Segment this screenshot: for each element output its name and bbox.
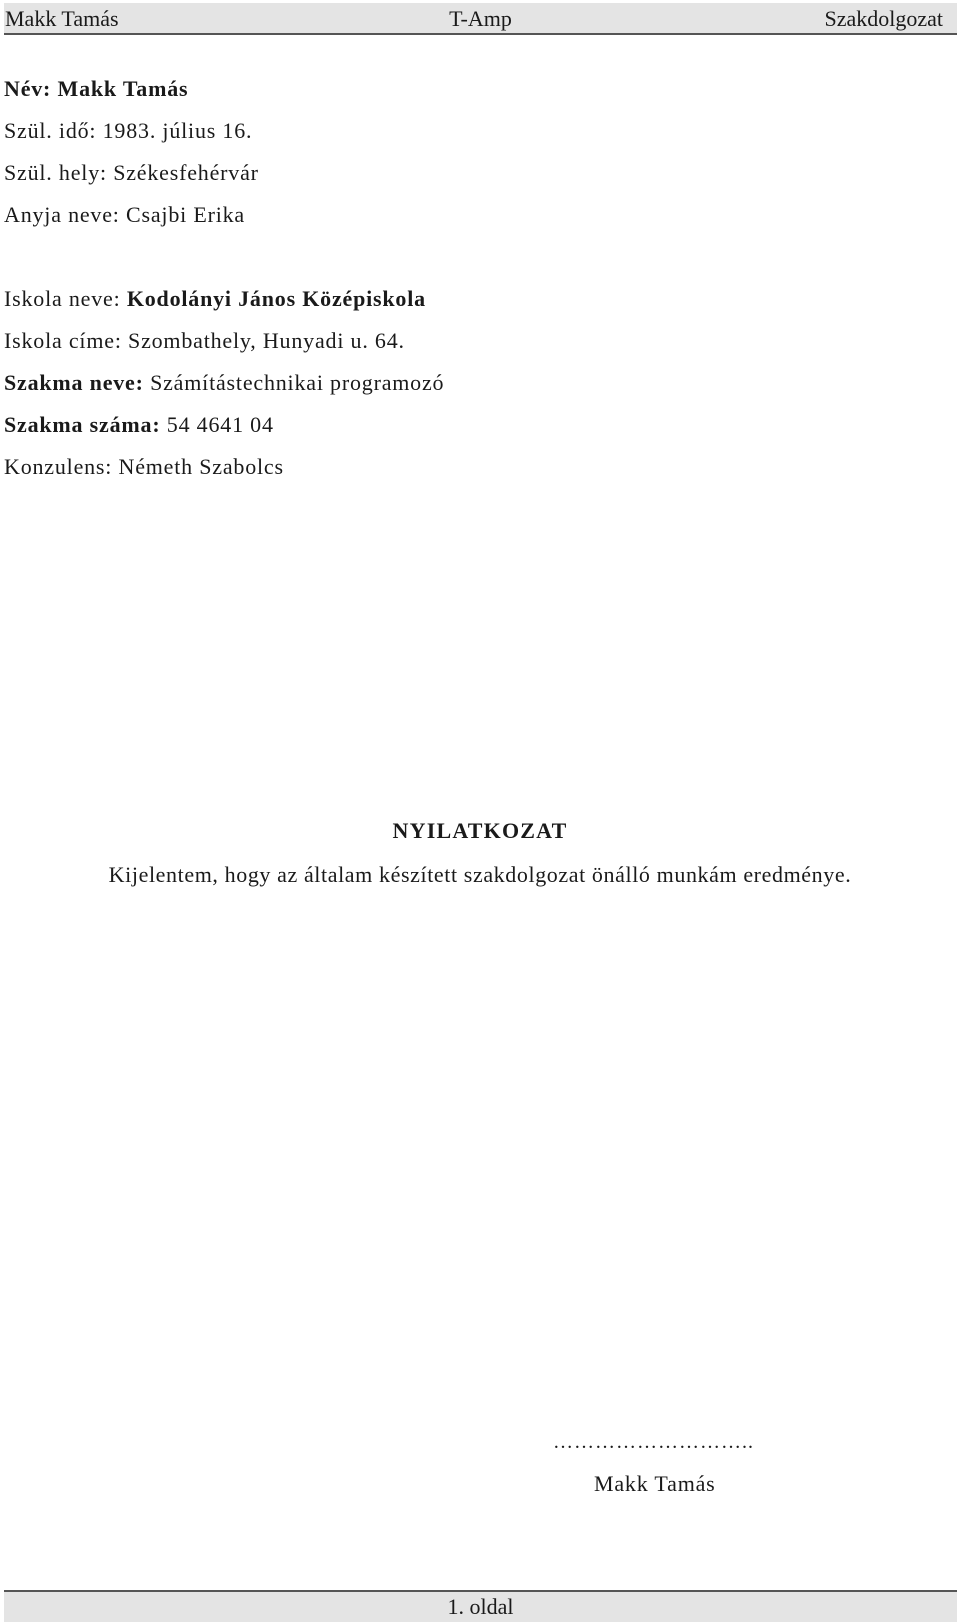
declaration-title: NYILATKOZAT: [392, 818, 568, 843]
page-footer: [4, 1590, 957, 1622]
birth-place: Szül. hely: Székesfehérvár: [4, 160, 259, 185]
name-value: Makk Tamás: [57, 76, 189, 101]
name-label: Név:: [4, 76, 52, 101]
school-name-line: [4, 284, 426, 314]
page-number: 1. oldal: [447, 1594, 514, 1619]
profession-number-value: 54 4641 04: [166, 412, 274, 437]
signature-line: ………………………..: [553, 1431, 754, 1453]
header-school: T-Amp: [449, 6, 512, 31]
page-header: [4, 3, 957, 35]
mother-name: Anyja neve: Csajbi Erika: [4, 202, 245, 227]
school-label: Iskola neve:: [4, 286, 121, 311]
school-address: Iskola címe: Szombathely, Hunyadi u. 64.: [4, 328, 405, 353]
birth-date: Szül. idő: 1983. július 16.: [4, 118, 253, 143]
signature-name: Makk Tamás: [594, 1471, 716, 1496]
header-doc-type: Szakdolgozat: [824, 6, 943, 31]
profession-number-line: [4, 410, 274, 440]
name-line: [4, 74, 188, 104]
profession-value: Számítástechnikai programozó: [150, 370, 445, 395]
header-author: Makk Tamás: [5, 6, 119, 31]
profession-number-label: Szakma száma:: [4, 412, 161, 437]
school-value: Kodolányi János Középiskola: [126, 286, 426, 311]
profession-line: [4, 368, 444, 398]
profession-label: Szakma neve:: [4, 370, 144, 395]
consultant: Konzulens: Németh Szabolcs: [4, 454, 284, 479]
declaration-text: Kijelentem, hogy az általam készített szakdolgozat önálló munkám eredménye.: [108, 862, 852, 887]
